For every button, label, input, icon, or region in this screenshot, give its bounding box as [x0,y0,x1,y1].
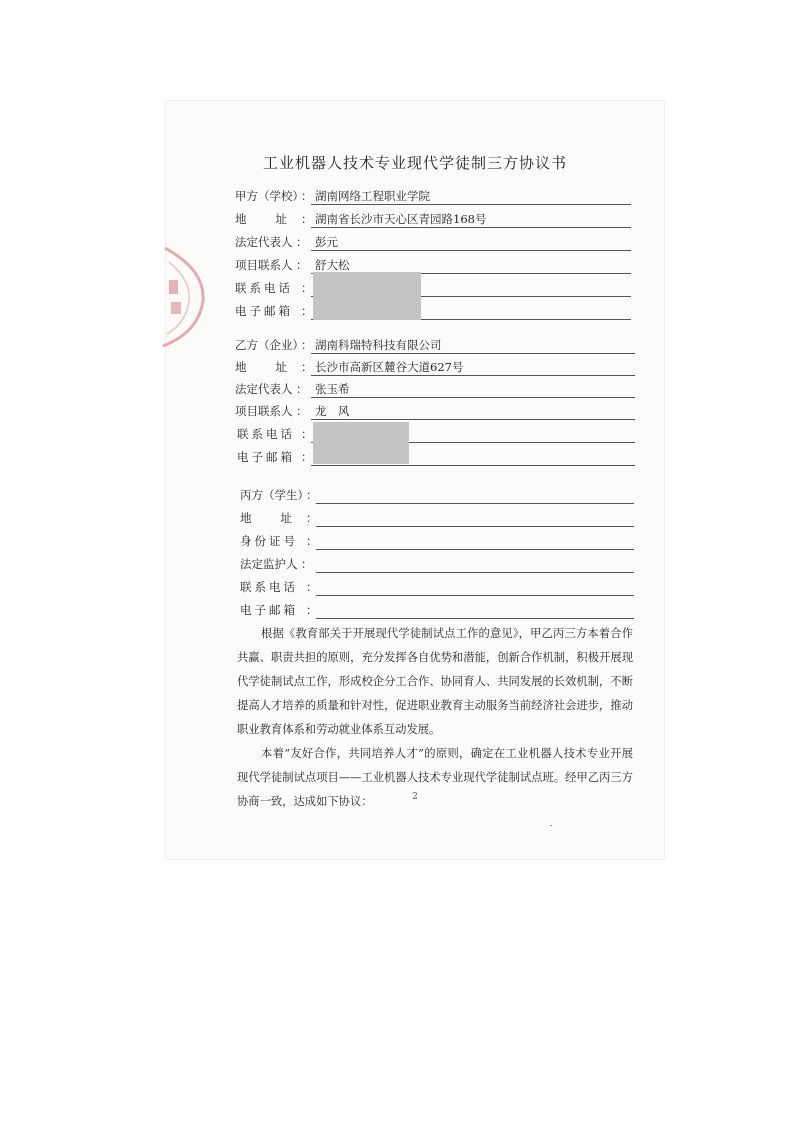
party-c-row-address [240,510,635,528]
colon: ： [296,235,308,249]
field-label: 乙方（企业） [235,338,304,352]
underline [311,227,631,228]
field-label: 电子邮箱 [235,304,293,318]
underline [311,204,631,205]
colon: ： [296,404,308,418]
colon: ： [301,450,313,464]
party-b-row-legal-rep [235,381,635,399]
field-value: 湖南网络工程职业学院 [315,189,430,203]
colon: ： [301,427,313,441]
field-label: 身份证号 [240,534,298,548]
underline [311,465,635,466]
field-label: 联系电话 [237,427,295,441]
redaction-box [313,422,409,464]
field-label: 联系电话 [235,281,293,295]
redaction-box [313,272,421,320]
scan-speck [550,825,552,826]
field-label: 甲方（学校） [235,189,304,203]
party-b-row-address [235,359,635,377]
field-value: 长沙市高新区麓谷大道627号 [315,360,464,374]
red-seal-stamp [147,240,217,350]
field-value: 张玉希 [315,382,350,396]
field-value: 湖南科瑞特科技有限公司 [315,338,442,352]
field-label: 法定监护人 [240,557,298,571]
party-c-row-guardian [240,556,635,574]
field-label: 项目联系人 [235,404,293,418]
underline [311,375,635,376]
party-a-row-phone [235,280,630,298]
party-c-row-phone [240,579,635,597]
underline [311,353,635,354]
document-title: 工业机器人技术专业现代学徒制三方协议书 [262,154,567,172]
underline [316,526,634,527]
field-value: 龙 风 [315,404,350,418]
paragraph-basis: 根据《教育部关于开展现代学徒制试点工作的意见》，甲乙丙三方本着合作共赢、职责共担的原则，充分发挥各自优势和潜能，创新合作机制，积极开展现代学徒制试点工作，形成校企分工合作、协同育人、共同发展的长效机制，不断提高人才培养的质量和针对性，促进职业教育主动服务当前经济社会进步，推动职业教育体系和劳动就业体系互动发展。 [237,627,633,736]
field-label: 地 址 [240,511,294,525]
paragraph-agreement-intro: 本着“友好合作，共同培养人才”的原则，确定在工业机器人技术专业开展现代学徒制试点项目——工业机器人技术专业现代学徒制试点班。经甲乙丙三方协商一致，达成如下协议： [237,747,633,808]
colon: ： [306,534,318,548]
colon: ： [301,212,313,226]
field-label: 法定代表人 [235,235,293,249]
colon: ： [306,580,318,594]
page-number: 2 [412,792,418,802]
underline [316,503,634,504]
party-b-row-phone [237,426,637,444]
colon: ： [306,511,318,525]
colon: ： [301,338,313,352]
field-value: 舒大松 [315,258,350,272]
colon: ： [296,258,308,272]
colon: ： [296,382,308,396]
colon: ： [301,189,313,203]
field-label: 联系电话 [240,580,298,594]
party-c-row-id-number [240,533,635,551]
colon: ： [301,304,313,318]
field-label: 丙方（学生） [240,488,309,502]
field-label: 法定代表人 [235,382,293,396]
colon: ： [301,360,313,374]
party-b-row-contact [235,403,635,421]
field-label: 项目联系人 [235,258,293,272]
party-b-row-email [237,449,637,467]
party-a-row-contact [235,257,630,275]
colon: ： [301,557,313,571]
underline [316,572,634,573]
field-value: 湖南省长沙市天心区青园路168号 [315,212,487,226]
underline [316,549,634,550]
party-c-row-student [240,487,635,505]
colon: ： [306,603,318,617]
party-a-row-school [235,188,630,206]
party-b-row-company [235,337,635,355]
scanned-page [165,100,665,860]
field-label: 地 址 [235,212,289,226]
underline [311,397,635,398]
party-a-row-legal-rep [235,234,630,252]
colon: ： [301,281,313,295]
party-c-row-email [240,602,635,620]
underline [311,250,631,251]
underline [316,618,634,619]
field-label: 电子邮箱 [240,603,298,617]
field-value: 彭元 [315,235,338,249]
field-label: 地 址 [235,360,289,374]
colon: ： [306,488,318,502]
underline [316,595,634,596]
party-a-row-address [235,211,630,229]
field-label: 电子邮箱 [237,450,295,464]
underline [311,419,635,420]
party-a-row-email [235,303,630,321]
